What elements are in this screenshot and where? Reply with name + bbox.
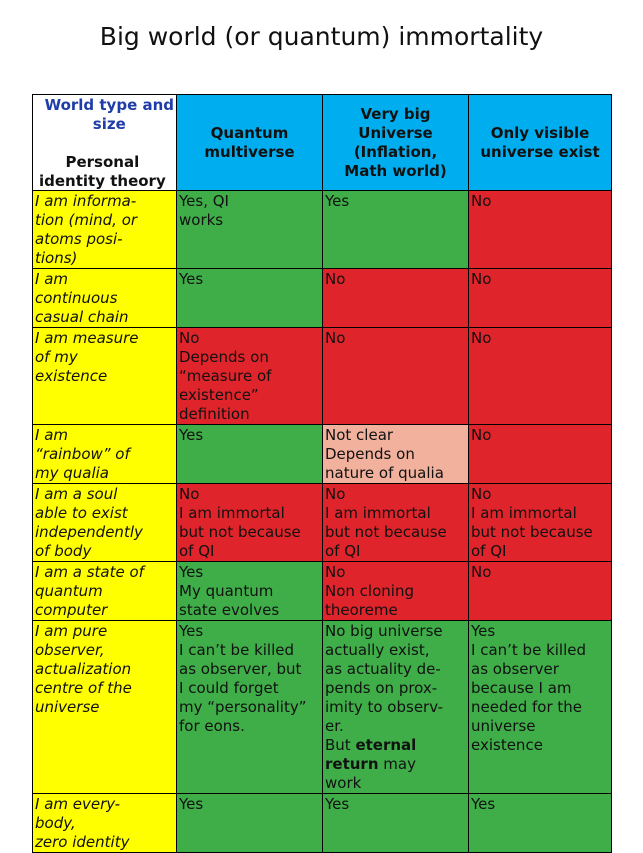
row-identity: I am continuous casual chain [33,269,177,328]
cell-quantum: No I am immortal but not because of QI [177,484,323,562]
cell-visible: Yes [469,794,612,853]
table-row [33,794,612,853]
cell-quantum: No Depends on “measure of existence” definition [177,328,323,425]
row-identity: I am informa- tion (mind, or atoms posi- tions) [33,191,177,269]
table-row [33,425,612,484]
identity-theory-label: Personal identity theory [39,153,166,190]
table-row [33,621,612,794]
page-title: Big world (or quantum) immortality [99,22,544,51]
column-header-big-universe: Very big Universe (Inflation, Math world) [323,95,469,191]
cell-quantum: Yes I can’t be killed as observer, but I could forget my “personality” for eons. [177,621,323,794]
cell-big-universe: Yes [323,794,469,853]
cell-big-universe: No [323,269,469,328]
cell-big-universe: No [323,328,469,425]
cell-text-part: No big universe actually exist, as actuality de- pends on prox- imity to observ- er. But [325,622,444,754]
table-row [33,562,612,621]
header-row [33,95,612,191]
row-identity: I am measure of my existence [33,328,177,425]
cell-visible: No [469,191,612,269]
cell-visible: No I am immortal but not because of QI [469,484,612,562]
immortality-table [32,94,612,853]
cell-quantum: Yes, QI works [177,191,323,269]
row-identity: I am a state of quantum computer [33,562,177,621]
cell-big-universe: No I am immortal but not because of QI [323,484,469,562]
cell-visible: No [469,269,612,328]
cell-big-universe: Not clear Depends on nature of qualia [323,425,469,484]
row-identity: I am a soul able to exist independently of body [33,484,177,562]
world-type-label: World type and size [44,96,174,133]
cell-visible: No [469,562,612,621]
table-row [33,484,612,562]
cell-quantum: Yes [177,794,323,853]
row-identity: I am “rainbow” of my qualia [33,425,177,484]
cell-big-universe: Yes [323,191,469,269]
column-header-quantum: Quantum multiverse [177,95,323,191]
table-row [33,191,612,269]
cell-big-universe: No Non cloning theoreme [323,562,469,621]
row-identity: I am every- body, zero identity [33,794,177,853]
cell-big-universe [323,621,469,794]
cell-text-part: may work [325,755,416,792]
cell-quantum: Yes [177,425,323,484]
cell-visible: Yes I can’t be killed as observer because I am needed for the universe existence [469,621,612,794]
table-row [33,328,612,425]
cell-visible: No [469,328,612,425]
cell-quantum: Yes My quantum state evolves [177,562,323,621]
cell-quantum: Yes [177,269,323,328]
row-identity: I am pure observer, actualization centre of the universe [33,621,177,794]
cell-visible: No [469,425,612,484]
eternal-return-emphasis: eternal return [325,736,417,773]
corner-cell [33,95,177,191]
column-header-visible-universe: Only visible universe exist [469,95,612,191]
table-row [33,269,612,328]
